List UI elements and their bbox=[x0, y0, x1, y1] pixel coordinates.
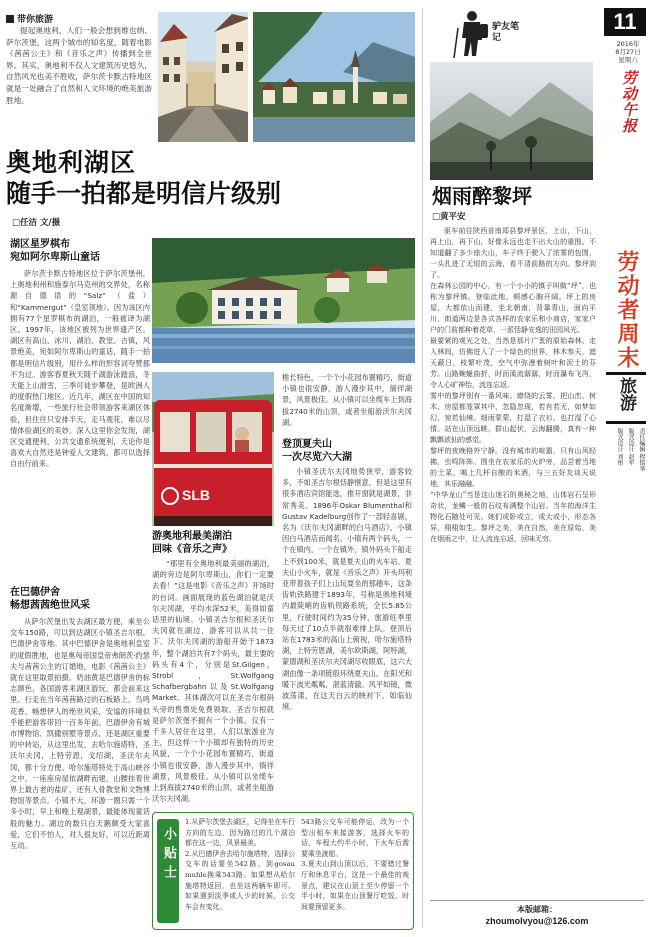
section1-heading: 湖区星罗棋布 宛如阿尔卑斯山童话 bbox=[10, 239, 100, 263]
page-number: 11 bbox=[604, 8, 646, 36]
article-byline: □任洁 文/摄 bbox=[12, 218, 61, 228]
email-address: zhoumolvyou@126.com bbox=[485, 916, 589, 926]
tips-label-text: 小贴士 bbox=[161, 827, 176, 884]
editor-2: 版式设计 赵军 bbox=[627, 428, 634, 466]
lake-hotel-image bbox=[152, 238, 415, 363]
topic-box bbox=[606, 372, 646, 424]
right-article-title: 烟雨醉黎坪 bbox=[432, 184, 532, 208]
section1-body: 萨尔茨卡默古特地区位于萨尔茨堡州，上奥地利州和施泰尔马克州的交界处，名称源自德语的“Salz”（盐）和“Kammergut”（皇室领地）。因为该区内拥有77个星罗棋布的湖泊，一般被译为湖区。1997年，该地区被列为世界遗产区。湖区有高山、冰川、湖泊、教堂、古镇，风景绝美，宛如阿尔卑斯山的童话，随手一拍都是明信片级别，用什么样的形容词夸赞都不为过。游客春夏秋天随千湖游泳踏浪，冬天能上山滑雪，三季可徒步攀登，是欧洲人的度假热门地区。近几年，湖区在中国的知名度渐增，一些旅行社会带领游客来湖区体验，但往往只安排半天，走马观花，难以尽情体验湖区的美妙。深入这里你会发现，湖区交通便利，公共交通系统便利，天论你是喜欢大自然还是钟爱人文建筑，都可以选择自由行前来。 bbox=[10, 269, 150, 469]
section2-body: 从萨尔茨堡出发去湖区最方便，乘坐公交车150路，可以到达湖区小镇圣吉尔根，巴德伊舍等地。其中巴德伊舍是奥地利皇室的度假胜地，也是奥匈帝国皇帝弗朗茨·约瑟夫与茜茜公主的订婚地，电影《茜茜公主》就在这里取景拍摄。奶油黄是巴德伊舍的标志颜色，各国游客来湖区游玩，都会前来这里。行走在当年茜茜路过的石板路上，鸟鸣花香，畅想伊人的绝世风采，安谧的环境似乎能把游客带回一百多年前。巴德伊舍有城市博物馆、凯撒别墅等景点，还是湖区重要的中转站，从这里出发，去哈尔施塔特，圣沃尔夫冈，上特劳恩，戈绍湖，圣沃尔夫冈，都十分方便。哈尔施塔特处于高山峡谷之中，一座座房屋依湖畔而建，山腰挂着世界上最古老的盐矿，还有人骨教堂和文物博物馆等景点。小镇不大，环游一圈只需一个多小时，早上和晚上观湖景，最能体现童话般的魅力。湖边的数只白天鹅颇受大家喜爱，它们不怕人，对人很友好，可以近距离互动。 bbox=[10, 617, 150, 851]
issue-day: 8月27日 bbox=[615, 48, 641, 56]
weekly-section-title: 劳动者周末 bbox=[614, 250, 639, 370]
right-article-body: 驱车前往陕西省南郑县黎坪景区，上山，下山，再上山，再下山，好像永远也走不出大山的重围。不知道翻了多少座大山，车子终于驶入了浓雾的包围，一头扎进了无垠的云海，看不清前路的方向。黎坪到了。 在森林公园的中心，有一个小小的镇子叫做“坪”，也称为黎坪镇。登临此地，顿感心胸开阔。坪上的房屋，大都依山而建，坐北朝南，背靠青山，面向平川，街道两边是各式各样的农家乐和小商店，家家户户的门前都种着花草，一派恬静安逸的田园风光。 最要紧的观光之处，当然是那片广袤的原始森林。走入林间，仿佛进入了一个绿色的世界，林木参天，遮天蔽日，枝繁叶茂，空气中弥漫着树叶和泥土的芬芳。山路蜿蜒曲折，时而溪流潺潺，时而瀑布飞泻，令人心旷神怡，流连忘返。 雾中的黎坪别有一番风味。缭绕的云雾，把山峦、树木、房屋都笼罩其中，忽隐忽现，若有若无，如梦如幻，宛若仙境。细雨蒙蒙，打湿了衣衫，也打湿了心情。站在山顶远眺，群山起伏，云海翻腾，真有一种飘飘欲仙的感觉。 黎坪的夜晚格外宁静。没有城市的喧嚣，只有山风轻拂，虫鸣阵阵。围坐在农家乐的火炉旁，品尝着当地的土菜，喝上几杯自酿的米酒，与三五好友谈天说地，其乐融融。 “中华龙山”当是这山迷石的奥秘之地，山体岩石呈形奇状，龙鳞一般的石纹布满整个山岩。当年的海洋生物化石随处可见。她们或卧或立，或大或小，形态各异，栩栩如生。黎坪之美，美在自然，美在原始，美在烟雨之中，让人流连忘返，回味无穷。 bbox=[430, 227, 596, 543]
section3-body: “那里有全奥地利最美丽的湖泊，湖的旁边是阿尔卑斯山，你们一定要去看！”这是电影《音乐之声》开场时的台词。画面展现的蓝色湖泊就是沃尔夫冈湖，平均水深52米，美得如童话里的仙境。小镇圣吉尔根和圣沃尔夫冈就在湖边，游客可以从共一住下。沃尔夫冈湖的游船开始于1873年，整个湖泊共有7个码头，最主要的码头有4个，分别是St.Gilgen，Strobl，St.Wolfgang Schafbergbahn以及St.Wolfgang Market。其体湖次可以在圣吉尔根码头旁的售票处免费领取。圣吉尔根就是萨尔茨堡不拥有一个小镇。仅有一千多人居住在这里，人们以旅游业为主，但这样一个小镇却有独特的历史风貌，一个个小花园布置精巧，街道小镇也很安静，游人漫步其中，徜徉湖景，风景极佳。从小镇可以坐缆车上到海拔2740米的山顶，或者坐船游沃尔夫冈湖。 bbox=[152, 559, 274, 804]
hiker-icon bbox=[452, 10, 492, 60]
intro-paragraph: 提起奥地利，人们一般会想到维也纳、萨尔茨堡，这两个城市的知名度，随着电影《茜茜公主》和《音乐之声》传播到全世界。其实，奥地利不仅人文建筑历史悠久，自然风光也美不胜收，萨尔茨卡默古特地区就是一处融合了自然和人文环境的绝美旅游胜地。 bbox=[6, 26, 152, 105]
tips-box bbox=[152, 812, 414, 930]
street-town-image bbox=[158, 12, 248, 142]
section3-heading: 游奥地利最美湖泊 回味《音乐之声》 bbox=[152, 531, 232, 555]
liping-mountain-image bbox=[430, 62, 593, 180]
article-title-line2: 随手一拍都是明信片级别 bbox=[6, 179, 282, 208]
email-label: 本版邮箱： bbox=[517, 905, 557, 914]
section4-heading: 登顶夏夫山 一次尽览六大湖 bbox=[282, 439, 352, 463]
column-label: 驴友笔记 bbox=[492, 22, 520, 43]
photo-hallstatt-lake bbox=[253, 12, 415, 142]
photo-street-town bbox=[158, 12, 248, 142]
article-title-line1: 奥地利湖区 bbox=[6, 148, 137, 177]
vertical-divider bbox=[422, 8, 423, 928]
train-image bbox=[152, 372, 274, 526]
editor-3: 版式设计 刘彤 bbox=[616, 428, 623, 466]
photo-lake-hotel bbox=[152, 238, 415, 363]
tips-column-1: 1.从萨尔茨堡去湖区，记得坐在车行方向的左边，因为路过的几个湖泊都在这一边，风景最美。 2.从巴德伊舍去哈尔施塔特，选择公交车的话要坐542路，到gosau muhle换乘543路。如果想从哈尔施塔特返回，也坐这两辆车即可。如果遇到淡季或人少的时候，公交车会有变化。 bbox=[185, 818, 295, 911]
hallstatt-image bbox=[253, 12, 415, 142]
newspaper-brand: 劳动午报 bbox=[620, 70, 638, 134]
section3-body-cont bbox=[282, 372, 412, 436]
footer-email-box bbox=[430, 900, 644, 930]
issue-year: 2016年 bbox=[616, 40, 640, 48]
section-tag: 带你旅游 bbox=[6, 8, 126, 22]
topic-label: 旅游 bbox=[616, 377, 636, 411]
issue-date bbox=[608, 40, 648, 64]
hiker-silhouette bbox=[452, 10, 492, 60]
right-article-byline: □黄平安 bbox=[432, 212, 466, 222]
svg-text:SLB: SLB bbox=[182, 487, 210, 503]
photo-slb-train bbox=[152, 372, 274, 526]
tips-label bbox=[157, 819, 179, 923]
tips-column-2: 543路公交车可能停运，改为一个型出租车来接游客，选择火车的话，车程大约半小时，下火车后需要乘坐渡船。 3.夏夫山到山顶以后，不要错过餐厅和休息平台，这是一个最佳的观景点，建议在山顶上至少停留一个半小时，如果在山顶餐厅吃饭，时间要预留更多。 bbox=[301, 818, 409, 911]
section4-body: 小镇圣沃尔夫冈地势狭窄，游客较多，不如圣吉尔根恬静惬意，但是这里有很多酒店宾馆能选，推开窗就是湖景，非常秀美。1896年Oskar Blumenthal和Gustav Kadelburg创作了一部轻喜剧，名为《沃尔夫冈湖畔的白马酒店》，小镇因白马酒店而闻名。小镇有两个码头，一个在镇内，一个在镇外，镇外码头下船走上不到100米，就是夏夫山的火车站。夏夫山小火车，就是《音乐之声》开头玛利亚带着孩子们上山玩耍坐的那趟车，这条齿轨铁路建于1893年，号称是奥地利境内最陡峭的齿轨铁路系统，全长5.85公里，行驶时间约为35分钟，旅游旺季里每天过了10点半就很难排上队。登顶后站在1783米的高山上俯视，哈尔施塔特湖，上特劳恩湖，美尔欧斯湖，阿特湖，蒙德湖和圣沃尔夫冈湖尽收眼底，这六大湖由像一条项链般环绕夏夫山，在阳光和暖下波光粼粼，湛蓝清澈。风平如镜，微波荡漾，在这天白云的映衬下，如临仙境。 bbox=[282, 467, 412, 712]
tag-square-icon bbox=[6, 15, 14, 23]
editor-1: 责任编辑 程铭华 bbox=[638, 428, 645, 472]
section2-heading: 在巴德伊舍 畅想茜茜绝世风采 bbox=[10, 587, 90, 611]
section3-continued: 桅长特色，一个个小花园布置精巧，街道小镇也很安静，游人漫步其中，徜徉湖景，风景极佳。从小镇可以坐缆车上到海拔2740米的山顶，或者坐船游沃尔夫冈湖。 bbox=[282, 373, 412, 427]
photo-lipingmist bbox=[430, 62, 593, 180]
editor-credits bbox=[612, 428, 646, 498]
issue-weekday: 星期六 bbox=[618, 56, 638, 64]
